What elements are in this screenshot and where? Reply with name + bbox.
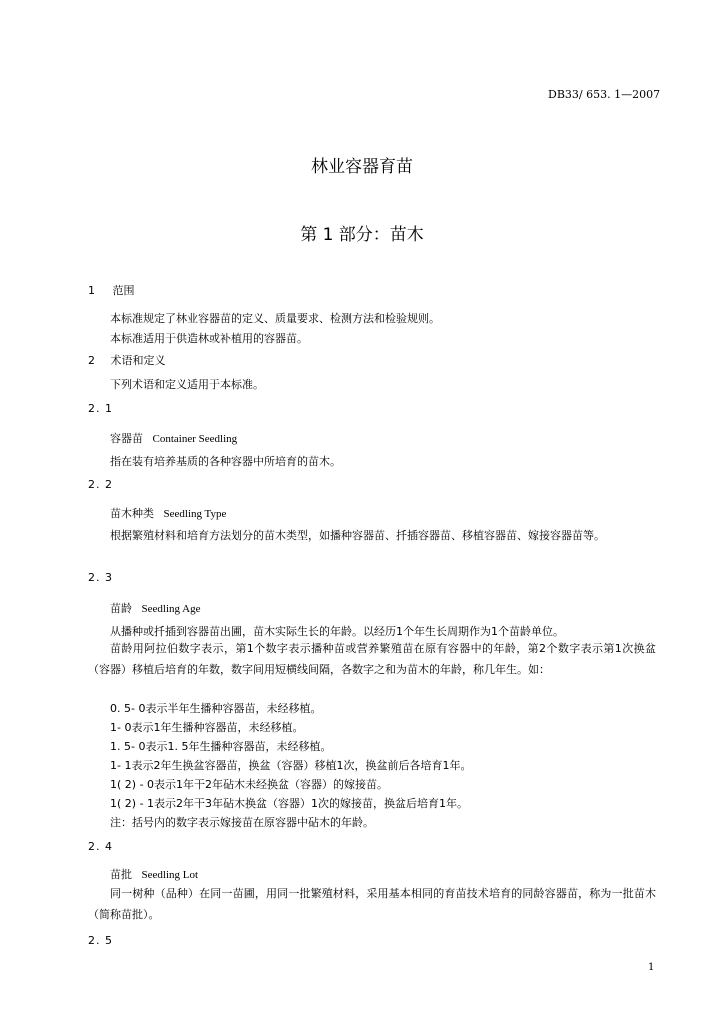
paragraph: 下列术语和定义适用于本标准。 [110, 378, 264, 391]
standard-number: DB33/ 653. 1—2007 [548, 88, 661, 101]
paragraph: 本标准适用于供造林或补植用的容器苗。 [110, 332, 308, 345]
definition: 从播种或扦插到容器苗出圃，苗木实际生长的年龄。以经历1个年生长周期作为1个苗龄单位。 [110, 625, 564, 638]
section-number: 2 [88, 354, 95, 367]
definition: 苗龄用阿拉伯数字表示，第1个数字表示播种苗或营养繁殖苗在原有容器中的年龄，第2个数字表示第1次换盆（容器）移植后培育的年数，数字间用短横线间隔，各数字之和为苗木的年龄，称几年生。如： [88, 642, 656, 676]
section-title: 术语和定义 [110, 354, 166, 367]
example-line: 1- 0表示1年生播种容器苗，未经移植。 [110, 721, 304, 734]
section-1-heading [88, 282, 135, 298]
term-chinese: 容器苗 [110, 432, 143, 445]
term-english: Seedling Age [141, 603, 201, 615]
example-line: 1- 1表示2年生换盆容器苗，换盆（容器）移植1次，换盆前后各培育1年。 [110, 759, 472, 772]
term-chinese: 苗批 [110, 868, 132, 881]
term-english: Container Seedling [152, 433, 238, 445]
definition: 根据繁殖材料和培育方法划分的苗木类型，如播种容器苗、扦插容器苗、移植容器苗、嫁接容器苗等。 [110, 529, 605, 542]
clause-number: 2. 4 [88, 840, 113, 853]
term-chinese: 苗木种类 [110, 507, 154, 520]
document-title: 林业容器育苗 [311, 157, 413, 177]
definition: 指在装有培养基质的各种容器中所培育的苗木。 [110, 455, 341, 468]
term-english: Seedling Lot [141, 869, 199, 881]
section-number: 1 [88, 284, 95, 297]
term-heading [110, 505, 226, 521]
section-2-heading [88, 352, 166, 368]
section-title: 范围 [112, 284, 135, 297]
term-english: Seedling Type [163, 508, 227, 520]
clause-number: 2. 3 [88, 571, 113, 584]
example-line: 0. 5- 0表示半年生播种容器苗，未经移植。 [110, 702, 322, 715]
part-title: 第 1 部分：苗木 [300, 225, 424, 245]
term-chinese: 苗龄 [110, 602, 132, 615]
example-line: 1. 5- 0表示1. 5年生播种容器苗，未经移植。 [110, 740, 332, 753]
example-line: 1( 2) - 1表示2年干3年砧木换盆（容器）1次的嫁接苗，换盆后培育1年。 [110, 797, 469, 810]
page-number: 1 [648, 962, 655, 973]
paragraph: 本标准规定了林业容器苗的定义、质量要求、检测方法和检验规则。 [110, 312, 440, 325]
term-heading [110, 866, 198, 882]
clause-number: 2. 2 [88, 478, 113, 491]
note: 注：括号内的数字表示嫁接苗在原容器中砧木的年龄。 [110, 816, 374, 829]
term-heading [110, 430, 237, 446]
clause-number: 2. 5 [88, 934, 113, 947]
example-line: 1( 2) - 0表示1年干2年砧木未经换盆（容器）的嫁接苗。 [110, 778, 389, 791]
definition: 同一树种（品种）在同一苗圃，用同一批繁殖材料，采用基本相同的育苗技术培育的同龄容器苗，称为一批苗木（简称苗批）。 [88, 887, 656, 921]
term-heading [110, 600, 200, 616]
clause-number: 2. 1 [88, 402, 113, 415]
